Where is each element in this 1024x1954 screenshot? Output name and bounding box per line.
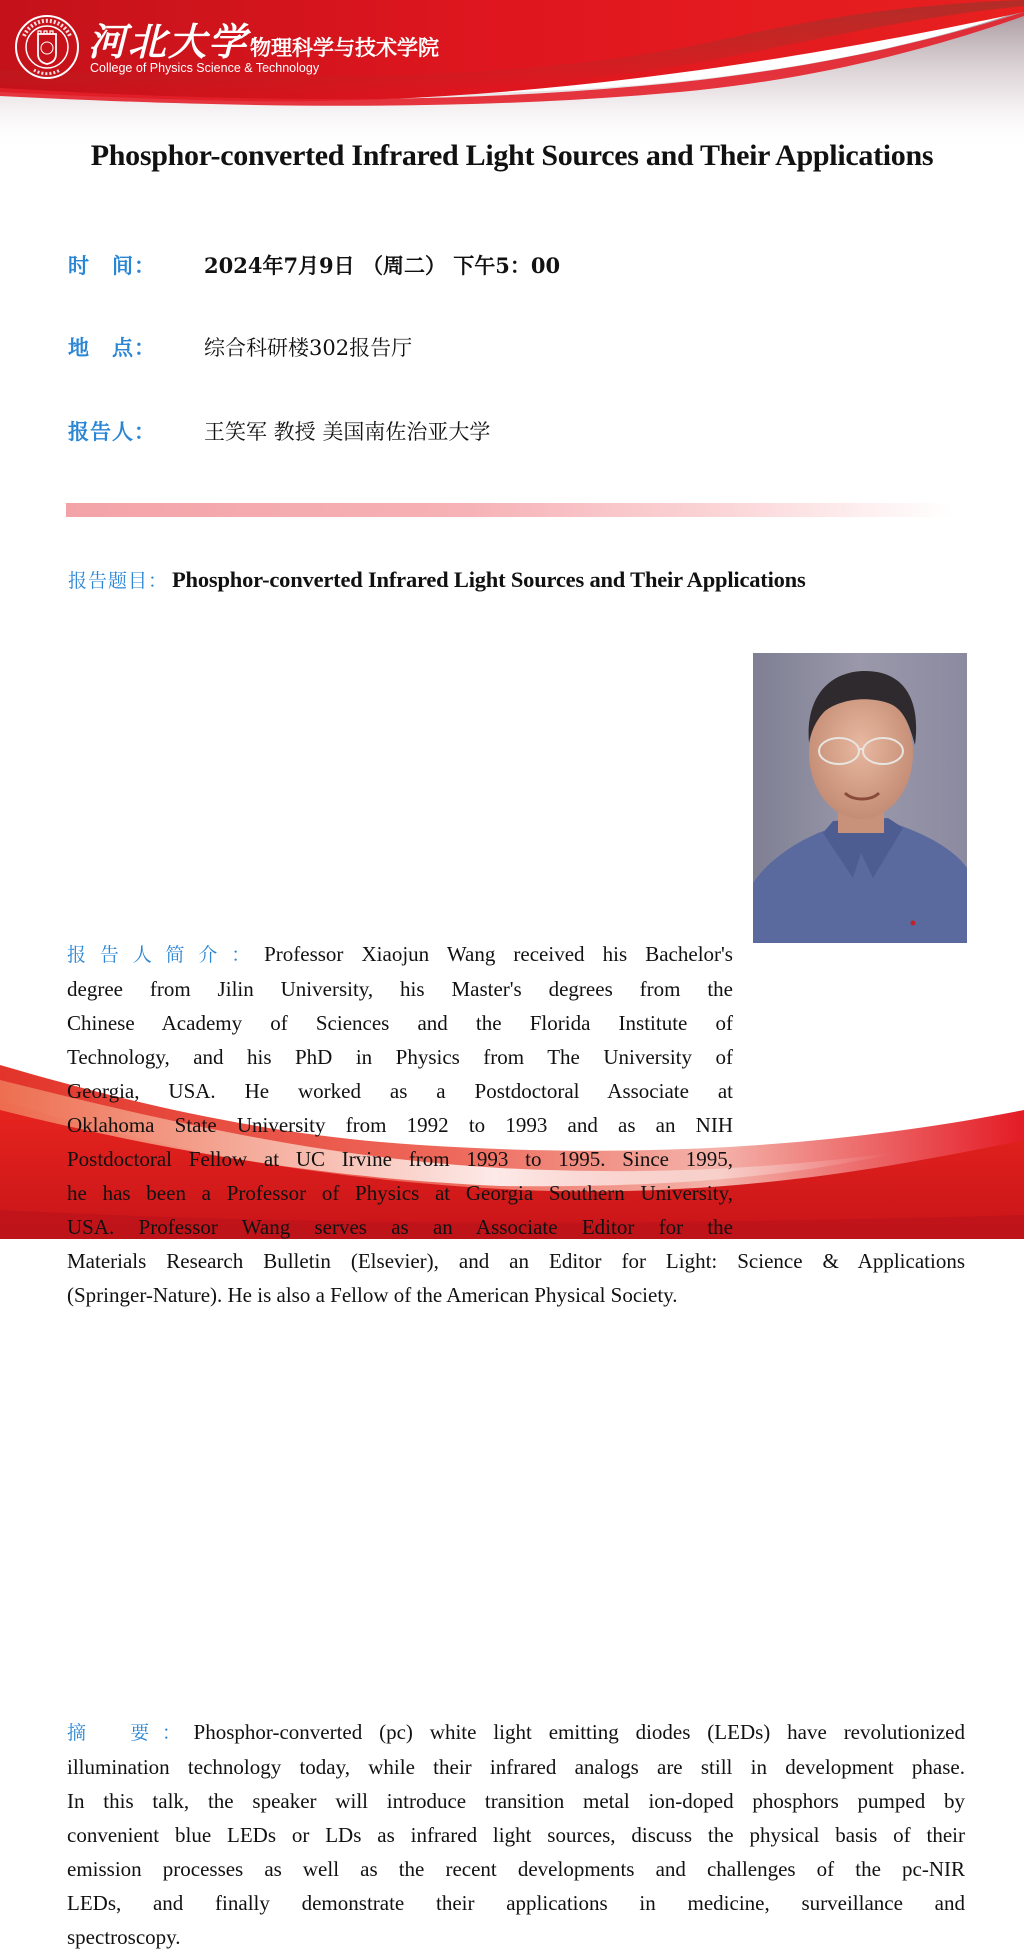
- bio-line: Technology, and his PhD in Physics from The University of: [67, 1045, 733, 1069]
- info-place: [68, 332, 1024, 362]
- place-label: 地 点：: [68, 335, 156, 360]
- speaker-value: 王笑军 教授 美国南佐治亚大学: [204, 420, 491, 444]
- speaker-photo: [753, 653, 967, 943]
- abstract-line: convenient blue LEDs or LDs as infrared light sources, discuss the physical basis of their: [67, 1823, 965, 1847]
- bio-line: 报告人简介：Professor Xiaojun Wang received his Bachelor's: [67, 942, 733, 966]
- speaker-label: 报告人：: [68, 419, 156, 444]
- speaker-bio: [67, 937, 967, 1312]
- bio-line: degree from Jilin University, his Master's degrees from the: [67, 977, 733, 1001]
- abstract: [67, 1715, 965, 1954]
- abstract-line: In this talk, the speaker will introduce transition metal ion-doped phosphors pumped by: [67, 1789, 965, 1813]
- place-value: 综合科研楼302报告厅: [204, 336, 413, 360]
- time-label: 时 间：: [68, 253, 156, 278]
- abstract-line: spectroscopy.: [67, 1925, 181, 1949]
- university-seal-icon: [14, 14, 80, 80]
- speaker-portrait-image: [753, 653, 967, 943]
- bio-line: Georgia, USA. He worked as a Postdoctoral Associate at: [67, 1079, 733, 1103]
- info-time: [68, 250, 1024, 280]
- bio-line: Materials Research Bulletin (Elsevier), and an Editor for Light: Science & Applications: [67, 1249, 965, 1273]
- bio-line: Postdoctoral Fellow at UC Irvine from 1993 to 1995. Since 1995,: [67, 1147, 733, 1171]
- abstract-line: LEDs, and finally demonstrate their applications in medicine, surveillance and: [67, 1891, 965, 1915]
- bio-line: he has been a Professor of Physics at Georgia Southern University,: [67, 1181, 733, 1205]
- bio-line: Chinese Academy of Sciences and the Florida Institute of: [67, 1011, 733, 1035]
- abstract-line: illumination technology today, while their infrared analogs are still in development phase.: [67, 1755, 965, 1779]
- page-title: Phosphor-converted Infrared Light Sources and Their Applications: [90, 139, 934, 172]
- bio-line: (Springer-Nature). He is also a Fellow of the American Physical Society.: [67, 1283, 678, 1307]
- abstract-line: emission processes as well as the recent developments and challenges of the pc-NIR: [67, 1857, 965, 1881]
- bio-label: 报告人简介：: [67, 944, 265, 966]
- university-name-cn: 河北大学: [88, 18, 249, 64]
- university-logo: [14, 14, 439, 80]
- college-name-en: College of Physics Science & Technology: [90, 60, 320, 75]
- college-name-cn: 物理科学与技术学院: [250, 35, 440, 60]
- header-banner: [0, 0, 1024, 150]
- info-speaker: [68, 416, 1024, 446]
- bio-line: USA. Professor Wang serves as an Associate Editor for the: [67, 1215, 733, 1239]
- time-value: 2024年7月9日 （周二） 下午5：00: [204, 253, 561, 278]
- abstract-label: 摘 要：: [67, 1722, 194, 1744]
- abstract-line: 摘 要：Phosphor-converted (pc) white light emitting diodes (LEDs) have revolutionized: [67, 1720, 965, 1744]
- section-divider: [66, 503, 952, 517]
- bio-line: Oklahoma State University from 1992 to 1993 and as an NIH: [67, 1113, 733, 1137]
- topic-label: 报告题目：: [68, 570, 169, 592]
- topic-value: Phosphor-converted Infrared Light Sources and Their Applications: [172, 567, 806, 592]
- report-topic: [68, 566, 1024, 593]
